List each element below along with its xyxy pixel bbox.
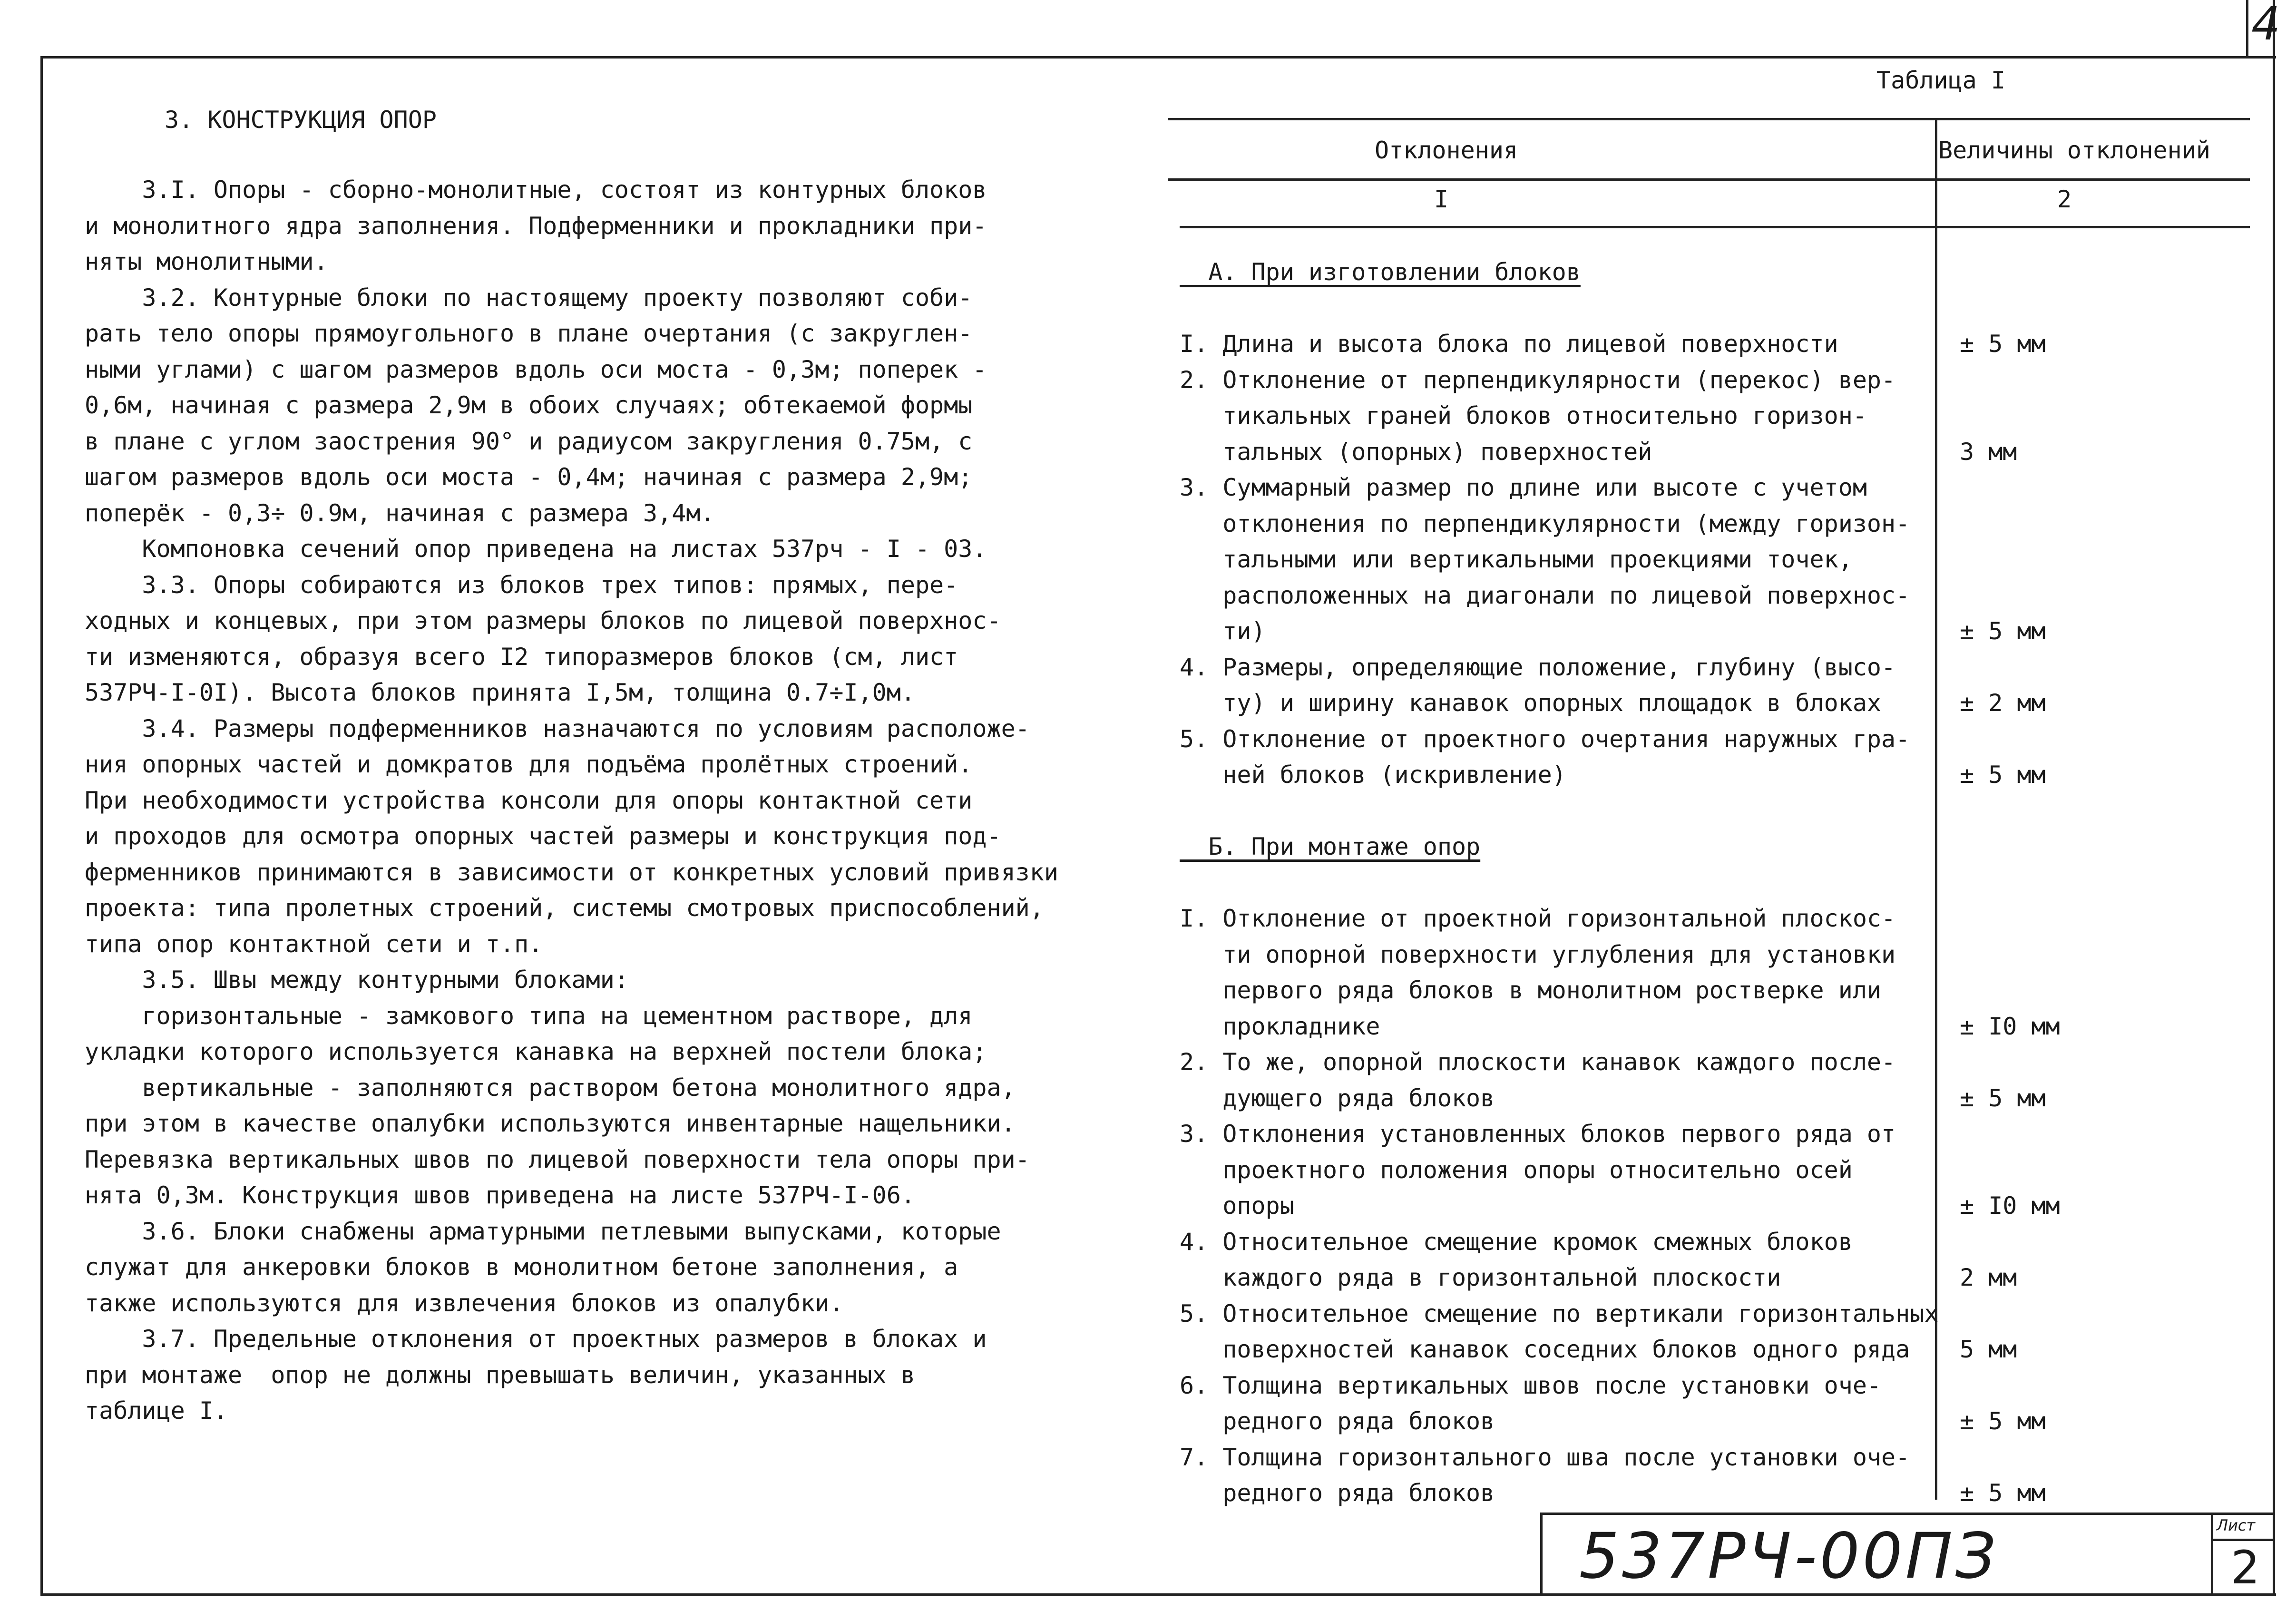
frame-right-border xyxy=(2273,0,2275,1596)
table-row-text: I. Длина и высота блока по лицевой поверхности xyxy=(1180,330,1838,358)
body-line: ферменников принимаются в зависимости от конкретных условий привязки xyxy=(85,858,1058,886)
table-row-text: каждого ряда в горизонтальной плоскости xyxy=(1180,1264,1781,1291)
table-row-value: ± I0 мм xyxy=(1960,1012,2060,1040)
body-line: 3.4. Размеры подферменников назначаются по условиям расположе- xyxy=(85,714,1030,742)
body-line: ходных и концевых, при этом размеры блоков по лицевой поверхнос- xyxy=(85,607,1001,634)
frame-top-border xyxy=(40,56,2276,59)
section-text-column xyxy=(85,86,1107,1429)
table-row-value: ± I0 мм xyxy=(1960,1192,2060,1220)
table-row-text: тальных (опорных) поверхностей xyxy=(1180,438,1652,466)
table-row xyxy=(1180,650,1979,686)
table-row-text: 2. Отклонение от перпендикулярности (перекос) вер- xyxy=(1180,366,1896,394)
body-line: 3.7. Предельные отклонения от проектных размеров в блоках и xyxy=(85,1325,987,1353)
table-row xyxy=(1180,1152,1979,1189)
body-line: вертикальные - заполняются раствором бетона монолитного ядра, xyxy=(85,1073,1016,1102)
table-row xyxy=(1180,1188,2060,1224)
table-row-value: ± 5 мм xyxy=(1960,330,2046,358)
table-row xyxy=(1180,1368,1979,1404)
body-line: рать тело опоры прямоугольного в плане очертания (с закруглен- xyxy=(85,320,973,347)
table-row-text: 4. Размеры, определяющие положение, глубину (высо- xyxy=(1180,653,1896,681)
table-row-text: 5. Отклонение от проектного очертания наружных гра- xyxy=(1180,725,1910,753)
table-row xyxy=(1180,542,1979,578)
table-row xyxy=(1180,865,1979,901)
table-row-text: Б. При монтаже опор xyxy=(1180,833,1481,860)
table-col1-header: Отклонения xyxy=(1375,137,1518,164)
table-row xyxy=(1180,1296,1979,1332)
body-line: также используются для извлечения блоков из опалубки. xyxy=(85,1289,844,1317)
body-line: 0,6м, начиная с размера 2,9м в обоих случаях; обтекаемой формы xyxy=(85,391,973,419)
table-row-text: первого ряда блоков в монолитном ростверке или xyxy=(1180,976,1882,1004)
table-row-value: ± 2 мм xyxy=(1960,689,2046,717)
table-row xyxy=(1180,685,2046,722)
table-row-text: ней блоков (искривление) xyxy=(1180,761,1566,789)
body-line: Перевязка вертикальных швов по лицевой поверхности тела опоры при- xyxy=(85,1145,1030,1173)
table-row-value: ± 5 мм xyxy=(1960,1407,2046,1435)
body-line: 537РЧ-I-0I). Высота блоков принята I,5м, толщина 0.7÷I,0м. xyxy=(85,679,915,706)
table-row-value: 5 мм xyxy=(1960,1336,2017,1363)
table-row-text: тальными или вертикальными проекциями точек, xyxy=(1180,546,1853,573)
table-row xyxy=(1180,1081,2046,1117)
table-row-text: 2. То же, опорной плоскости канавок каждого после- xyxy=(1180,1048,1896,1076)
body-line: при этом в качестве опалубки используются инвентарные нащельники. xyxy=(85,1110,1016,1137)
body-line: при монтаже опор не должны превышать величин, указанных в xyxy=(85,1361,915,1389)
body-line: няты монолитными. xyxy=(85,248,328,275)
body-line: в плане с углом заострения 90° и радиусом закругления 0.75м, с xyxy=(85,427,973,455)
table-row-text: 3. Отклонения установленных блоков первого ряда от xyxy=(1180,1120,1896,1148)
body-line: 3.I. Опоры - сборно-монолитные, состоят из контурных блоков xyxy=(85,176,987,204)
table-row-value: 3 мм xyxy=(1960,438,2017,466)
sheet-label: Лист xyxy=(2217,1516,2256,1534)
body-line: 3.6. Блоки снабжены арматурными петлевыми выпусками, которые xyxy=(85,1217,1001,1245)
body-line: шагом размеров вдоль оси моста - 0,4м; начиная с размера 2,9м; xyxy=(85,463,973,491)
table-row-text: проектного положения опоры относительно осей xyxy=(1180,1156,1853,1184)
table-row-text: 5. Относительное смещение по вертикали горизонтальных xyxy=(1180,1299,1939,1327)
body-line: поперёк - 0,3÷ 0.9м, начиная с размера 3,4м. xyxy=(85,499,715,527)
table-row xyxy=(1180,434,2017,470)
body-line: проекта: типа пролетных строений, системы смотровых приспособлений, xyxy=(85,894,1044,922)
table-row-text: опоры xyxy=(1180,1192,1294,1220)
table-row-text: редного ряда блоков xyxy=(1180,1407,1495,1435)
table-row-text: ти опорной поверхности углубления для установки xyxy=(1180,940,1896,968)
table-body xyxy=(1180,254,2060,1512)
table-row xyxy=(1180,326,2046,362)
table-row-value: 2 мм xyxy=(1960,1264,2017,1291)
table-row-text: I. Отклонение от проектной горизонтальной плоскос- xyxy=(1180,905,1896,932)
table-row xyxy=(1180,362,1979,399)
table-title: Таблица I xyxy=(1876,67,2005,94)
body-line: ти изменяются, образуя всего I2 типоразмеров блоков (см, лист xyxy=(85,643,958,671)
table-top-rule xyxy=(1168,118,2250,120)
body-line: При необходимости устройства консоли для опоры контактной сети xyxy=(85,786,973,814)
table-row-text: тикальных граней блоков относительно горизон- xyxy=(1180,402,1867,429)
table-row xyxy=(1180,1044,1979,1081)
table-row xyxy=(1180,973,1979,1009)
table-row xyxy=(1180,506,1979,542)
table-row-value: ± 5 мм xyxy=(1960,761,2046,789)
table-row-text: 3. Суммарный размер по длине или высоте с учетом xyxy=(1180,474,1867,501)
table-number-rule xyxy=(1180,226,2250,228)
table-row xyxy=(1180,614,2046,650)
body-line: типа опор контактной сети и т.п. xyxy=(85,930,543,958)
corner-divider xyxy=(2246,0,2248,56)
body-line: служат для анкеровки блоков в монолитном бетоне заполнения, а xyxy=(85,1253,958,1281)
table-row xyxy=(1180,398,1979,434)
body-line: Компоновка сечений опор приведена на листах 537рч - I - 03. xyxy=(85,535,987,563)
table-row xyxy=(1180,1475,2046,1512)
table-section-title xyxy=(1180,829,1979,865)
table-section-title xyxy=(1180,254,1979,291)
table-row xyxy=(1180,470,1979,506)
table-row xyxy=(1180,1224,1979,1260)
table-col1-number: I xyxy=(1434,185,1449,213)
table-col2-number: 2 xyxy=(2057,185,2072,213)
table-row xyxy=(1180,1260,2017,1296)
body-line: ными углами) с шагом размеров вдоль оси моста - 0,3м; поперек - xyxy=(85,355,987,383)
table-col2-header: Величины отклонений xyxy=(1938,137,2210,164)
table-header-rule xyxy=(1168,178,2250,181)
table-row-text: отклонения по перпендикулярности (между горизон- xyxy=(1180,509,1910,537)
table-row xyxy=(1180,1440,1979,1476)
table-row-text: расположенных на диагонали по лицевой поверхнос- xyxy=(1180,581,1910,609)
body-line: и монолитного ядра заполнения. Подферменники и прокладники при- xyxy=(85,212,987,240)
table-row xyxy=(1180,722,1979,758)
table-row-value: ± 5 мм xyxy=(1960,1084,2046,1112)
body-line: укладки которого используется канавка на верхней постели блока; xyxy=(85,1038,987,1065)
body-line: 3.2. Контурные блоки по настоящему проекту позволяют соби- xyxy=(85,283,973,312)
table-row xyxy=(1180,1332,2017,1368)
section-body xyxy=(85,172,1107,1429)
body-line: таблице I. xyxy=(85,1397,228,1425)
table-row xyxy=(1180,757,2046,793)
section-heading: 3. КОНСТРУКЦИЯ ОПОР xyxy=(165,106,437,134)
table-row-text: 6. Толщина вертикальных швов после установки оче- xyxy=(1180,1371,1882,1399)
table-row xyxy=(1180,1404,2046,1440)
table-row xyxy=(1180,291,1979,327)
table-row-text: ту) и ширину канавок опорных площадок в блоках xyxy=(1180,689,1882,717)
body-line: 3.3. Опоры собираются из блоков трех типов: прямых, пере- xyxy=(85,571,958,599)
table-row-text: 4. Относительное смещение кромок смежных блоков xyxy=(1180,1228,1853,1256)
table-row-value: ± 5 мм xyxy=(1960,1479,2046,1507)
table-row-text: ти) xyxy=(1180,617,1266,645)
table-row-text: А. При изготовлении блоков xyxy=(1180,258,1581,286)
table-row-text: дующего ряда блоков xyxy=(1180,1084,1495,1112)
body-line: и проходов для осмотра опорных частей размеры и конструкция под- xyxy=(85,822,1001,850)
corner-page-number: 4 xyxy=(2251,0,2281,50)
table-row-text: поверхностей канавок соседних блоков одного ряда xyxy=(1180,1336,1910,1363)
table-row xyxy=(1180,1009,2060,1045)
table-row-value: ± 5 мм xyxy=(1960,617,2046,645)
table-row xyxy=(1180,578,1979,614)
body-line: ния опорных частей и домкратов для подъёма пролётных строений. xyxy=(85,751,973,778)
body-line: 3.5. Швы между контурными блоками: xyxy=(85,966,629,994)
table-row-text: редного ряда блоков xyxy=(1180,1479,1495,1507)
table-row xyxy=(1180,937,1979,973)
body-line: горизонтальные - замкового типа на цементном растворе, для xyxy=(85,1002,973,1030)
table-row-text: 7. Толщина горизонтального шва после установки оче- xyxy=(1180,1443,1910,1471)
table-row xyxy=(1180,901,1979,937)
document-code: 537РЧ-00ПЗ xyxy=(1579,1520,1999,1593)
table-row-text: прокладнике xyxy=(1180,1012,1380,1040)
body-line: нята 0,3м. Конструкция швов приведена на листе 537РЧ-I-06. xyxy=(85,1181,915,1209)
table-row xyxy=(1180,793,1979,830)
sheet-number: 2 xyxy=(2231,1541,2260,1594)
table-row xyxy=(1180,1116,1979,1152)
frame-left-border xyxy=(40,56,43,1593)
